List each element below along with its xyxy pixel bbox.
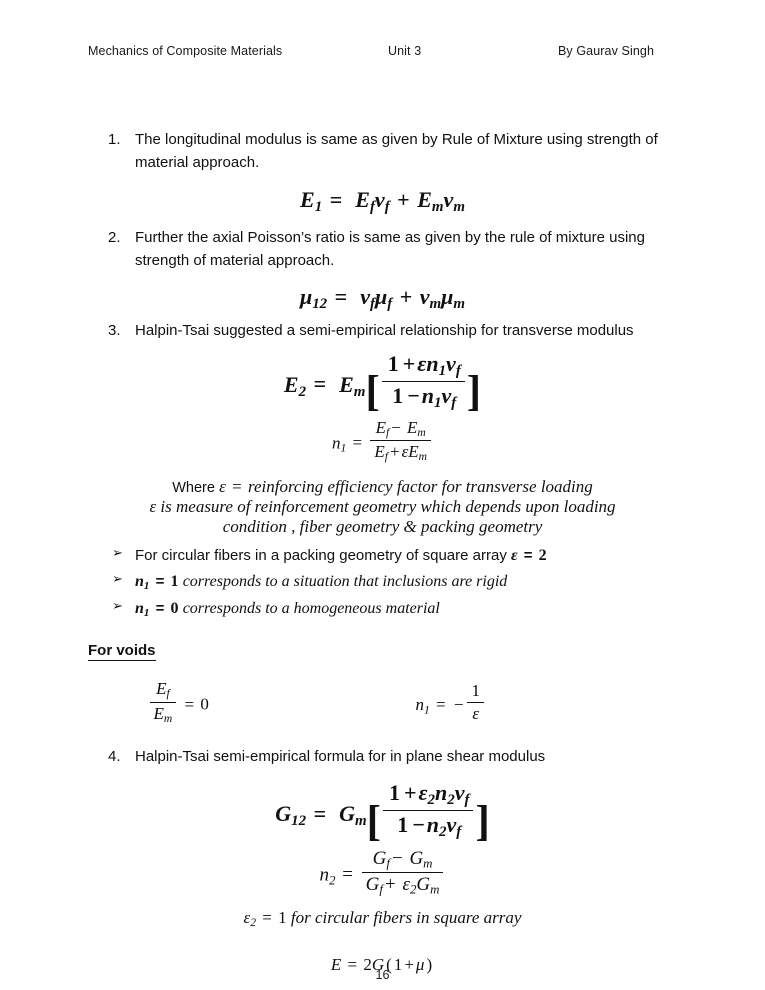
eq-mu12-mum-sub: m: [453, 296, 466, 313]
eq-e2g-e: E: [330, 954, 342, 974]
eq-e1-em-sub: m: [431, 198, 444, 215]
eq-e2-den-v: v: [441, 382, 452, 408]
eq-n2-num-gm: G: [409, 847, 424, 869]
eq-n1-num-em: E: [407, 418, 418, 437]
bullet-text: For circular fibers in a packing geometry of square array: [135, 547, 507, 565]
eq-voidn1-den: ε: [472, 703, 480, 723]
bullet-math-equals: =: [155, 599, 165, 617]
eq-g12-den-n: n: [426, 812, 439, 838]
eq-voidn1-equals: =: [436, 694, 446, 714]
eq-voidn1-lhs: n: [415, 694, 424, 714]
eq-mu12-lhs-sub: 12: [312, 296, 328, 313]
eq-n1-num-minus: −: [391, 418, 401, 437]
eq-e2-den-minus: −: [407, 382, 420, 408]
bullet-math-symbol: n: [135, 599, 144, 617]
list-item-text: Halpin-Tsai semi-empirical formula for in plane shear modulus: [135, 747, 546, 765]
eq-e1-em: E: [417, 186, 432, 212]
bullet-math-tail: corresponds to a situation that inclusions are rigid: [182, 573, 508, 591]
equation-transverse-modulus: [0, 350, 765, 416]
eq-mu12-muf-sub: f: [387, 296, 393, 313]
document-body: [0, 128, 765, 975]
eq-n2-den-gf: G: [365, 874, 380, 896]
eq-e2-lhs-sub: 2: [298, 383, 307, 400]
eq-n2-num-gm-sub: m: [423, 855, 433, 871]
eq-g12-num-v: v: [454, 780, 465, 806]
section-heading-text: For voids: [88, 642, 156, 660]
equation-shear-modulus: [0, 780, 765, 845]
eq-n2-den-gm: G: [416, 874, 431, 896]
eq-mu12-vf: v: [360, 284, 370, 310]
eq-n1-den-em-sub: m: [418, 450, 427, 464]
eq-g12-den-v-sub: f: [456, 824, 462, 841]
eq-n2-den-eps-sub: 2: [409, 881, 417, 897]
eq-voidn1-lhs-sub: 1: [424, 703, 430, 717]
eq-n2-lhs: n: [319, 864, 329, 886]
bullet-item: [0, 596, 765, 623]
eq-n2-den-gf-sub: f: [379, 881, 383, 897]
eq-e1-lhs-sub: 1: [314, 198, 323, 215]
page-header: [88, 44, 678, 58]
list-item: [0, 226, 765, 273]
eq-void-equals: =: [184, 694, 195, 714]
note-where-label: Where: [172, 480, 215, 497]
eq-mu12-plus: +: [399, 284, 413, 310]
eq-n1-den-eps: ε: [401, 442, 409, 462]
eq-g12-gm-sub: m: [355, 813, 367, 830]
eq-g12-num-n: n: [435, 780, 448, 806]
eq-n1-den-ef-sub: f: [384, 450, 388, 464]
eq-g12-den-n-sub: 2: [438, 824, 447, 841]
eq-e2g-g: G: [371, 954, 385, 974]
bullet-item: [0, 543, 765, 569]
eq-e1-ef: E: [355, 186, 370, 212]
eq-mu12-vf-sub: f: [369, 296, 375, 313]
eq-e2-lhs: E: [283, 371, 299, 397]
eq-eps2-value: 1: [278, 907, 287, 927]
eq-g12-lhs: G: [275, 800, 292, 826]
eq-void-num-e: E: [156, 679, 167, 699]
equation-axial-poisson-ratio: [0, 284, 765, 313]
eq-eps2-subscript: 2: [250, 915, 257, 929]
list-item-number: 4.: [108, 747, 121, 765]
eq-e2g-one: 1: [393, 954, 403, 974]
eq-e2g-open-paren: (: [386, 954, 392, 974]
bracket-close-icon: ]: [466, 368, 482, 416]
list-item: [0, 745, 765, 768]
eq-mu12-vm: v: [419, 284, 430, 310]
note-where-equals: =: [232, 477, 242, 497]
bullet-math-subscript: 1: [143, 606, 150, 619]
eq-e2-den-n-sub: 1: [434, 395, 442, 411]
eq-g12-num-eps: ε: [418, 780, 428, 806]
list-item-text: Further the axial Poisson’s ratio is same as given by the rule of mixture using strength of material approach.: [135, 228, 645, 269]
eq-e2-num-n: n: [426, 350, 439, 376]
eq-n1-den-ef: E: [374, 442, 385, 462]
bullet-math-tail: corresponds to a homogeneous material: [182, 599, 440, 617]
bullet-math-symbol: n: [135, 573, 144, 591]
section-heading-for-voids: [0, 642, 765, 659]
note-where-eps: ε: [219, 477, 226, 497]
eq-n1-num-ef: E: [375, 418, 386, 437]
bullet-math-equals: =: [523, 547, 533, 565]
eq-g12-num-one: 1: [388, 780, 400, 806]
eq-n2-num-gf-sub: f: [386, 855, 390, 871]
eq-e2-equals: =: [313, 371, 327, 397]
eq-e1-vf-sub: f: [384, 198, 390, 215]
list-item-number: 2.: [108, 228, 121, 246]
eq-n1-lhs: n: [331, 433, 341, 453]
eq-eps2-symbol: ε: [243, 907, 251, 927]
eq-g12-num-eps-sub: 2: [427, 792, 435, 809]
eq-void-den-e: E: [153, 703, 164, 723]
bullet-math-equals: =: [155, 573, 165, 591]
equation-group-void: [0, 679, 765, 724]
eq-e2-em-sub: m: [353, 383, 366, 400]
note-epsilon-description-line2: condition , fiber geometry & packing geometry: [222, 517, 543, 537]
eq-e2-num-n-sub: 1: [438, 362, 447, 379]
eq-e2-num-eps: ε: [417, 350, 427, 376]
bracket-close-icon: ]: [475, 797, 490, 845]
eq-e1-ef-sub: f: [369, 198, 375, 215]
list-item: [0, 128, 765, 175]
bracket-open-icon: [: [366, 797, 381, 845]
eq-g12-den-minus: −: [412, 812, 425, 838]
eq-mu12-mum: μ: [441, 284, 454, 310]
eq-e2-num-plus: +: [402, 350, 416, 376]
header-unit: Unit 3: [388, 44, 422, 58]
eq-n2-equals: =: [342, 864, 353, 886]
eq-eps2-text: for circular fibers in square array: [290, 907, 522, 927]
eq-void-value: 0: [200, 694, 209, 714]
eq-g12-num-v-sub: f: [464, 792, 470, 809]
bullet-math-symbol: ε: [511, 547, 518, 565]
eq-e2-den-v-sub: f: [451, 395, 457, 411]
eq-e1-vm: v: [443, 186, 454, 212]
eq-n2-num-gf: G: [372, 847, 387, 869]
eq-mu12-muf: μ: [374, 284, 388, 310]
eq-voidn1-num: 1: [471, 680, 480, 700]
eq-n2-den-eps: ε: [402, 874, 410, 896]
eq-n1-num-em-sub: m: [417, 426, 426, 440]
eq-e2g-equals: =: [347, 954, 358, 974]
list-item-number: 3.: [108, 322, 121, 340]
eq-e2g-two: 2: [363, 954, 372, 974]
eq-n2-den-plus: +: [385, 874, 396, 896]
bullet-math-value: 0: [170, 599, 179, 617]
eq-e1-plus: +: [397, 186, 410, 212]
note-where-definition: reinforcing efficiency factor for transverse loading: [247, 477, 593, 497]
eq-void-den-sub: m: [163, 711, 173, 725]
eq-voidn1-minus: −: [453, 694, 464, 714]
equation-longitudinal-modulus: [0, 187, 765, 216]
eq-e1-lhs: E: [300, 186, 315, 212]
equation-n2-definition: [0, 848, 765, 898]
eq-n1-den-plus: +: [389, 442, 400, 462]
eq-e2-num-v-sub: f: [455, 362, 461, 379]
bullet-item: [0, 569, 765, 596]
arrow-bullet-icon: ➢: [112, 597, 123, 613]
eq-n2-num-minus: −: [391, 847, 403, 869]
bullet-math-value: 2: [538, 547, 547, 565]
eq-e2g-mu: μ: [415, 954, 425, 974]
eq-e2-num-one: 1: [387, 350, 399, 376]
eq-mu12-equals: =: [334, 284, 348, 310]
eq-e2-den-one: 1: [392, 382, 404, 408]
eq-n1-lhs-sub: 1: [340, 441, 347, 455]
eq-n2-den-gm-sub: m: [430, 881, 440, 897]
eq-g12-den-one: 1: [397, 812, 409, 838]
list-item-text: Halpin-Tsai suggested a semi-empirical relationship for transverse modulus: [135, 322, 634, 340]
list-item-text: The longitudinal modulus is same as given by Rule of Mixture using strength of material approach.: [135, 131, 658, 172]
eq-n1-den-em: E: [408, 442, 419, 462]
eq-n2-lhs-sub: 2: [329, 871, 336, 887]
eq-g12-gm: G: [339, 800, 355, 826]
arrow-bullet-icon: ➢: [112, 545, 123, 561]
list-item-number: 1.: [108, 131, 121, 148]
bullet-math-value: 1: [170, 573, 179, 591]
eq-e2g-plus: +: [404, 954, 414, 974]
eq-mu12-vm-sub: m: [429, 296, 442, 313]
equation-void-modulus-ratio: [120, 679, 378, 724]
eq-g12-num-plus: +: [403, 780, 417, 806]
eq-e1-vm-sub: m: [453, 198, 465, 215]
header-course-title: Mechanics of Composite Materials: [88, 44, 283, 58]
eq-n1-equals: =: [352, 433, 363, 453]
equation-n1-definition: [0, 418, 765, 463]
eq-g12-lhs-sub: 12: [291, 813, 307, 830]
equation-void-n1: [378, 681, 646, 724]
eq-void-num-sub: f: [166, 687, 170, 701]
eq-g12-den-v: v: [446, 812, 457, 838]
list-item: [0, 319, 765, 342]
eq-mu12-lhs: μ: [299, 284, 313, 310]
eq-g12-num-n-sub: 2: [447, 792, 455, 809]
eq-e2-em: E: [339, 371, 354, 397]
page-number: 16: [375, 968, 390, 982]
eq-e2g-close-paren: ): [426, 954, 433, 974]
eq-eps2-equals: =: [262, 907, 272, 927]
eq-e1-equals: =: [329, 186, 343, 212]
note-epsilon-description-line1: ε is measure of reinforcement geometry which depends upon loading: [149, 497, 616, 517]
arrow-bullet-icon: ➢: [112, 571, 123, 587]
eq-e1-vf: v: [374, 186, 385, 212]
eq-n1-num-ef-sub: f: [385, 426, 390, 440]
eq-e2-den-n: n: [421, 382, 435, 408]
note-epsilon-definition: [0, 477, 765, 497]
header-author: By Gaurav Singh: [558, 44, 654, 58]
note-eps2-square-array: [0, 908, 765, 929]
bullet-math-subscript: 1: [143, 580, 150, 593]
bracket-open-icon: [: [365, 368, 380, 416]
eq-e2-num-v: v: [446, 350, 456, 376]
eq-g12-equals: =: [313, 800, 327, 826]
